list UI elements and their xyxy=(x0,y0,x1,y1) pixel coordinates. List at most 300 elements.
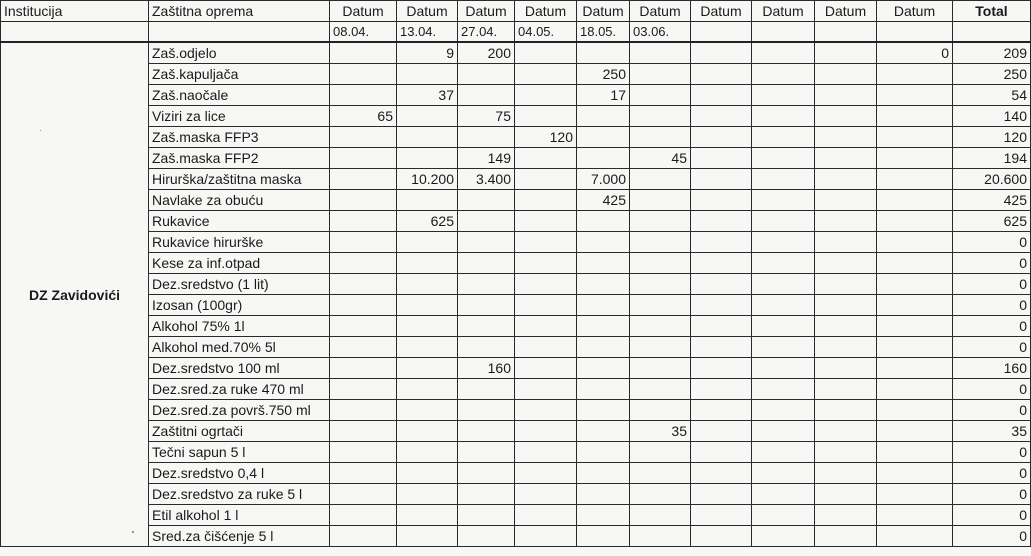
value-cell xyxy=(877,379,953,400)
value-cell xyxy=(577,127,630,148)
value-cell xyxy=(397,463,458,484)
value-cell xyxy=(577,463,630,484)
value-cell: 45 xyxy=(630,148,691,169)
value-cell xyxy=(691,337,752,358)
blank-cell xyxy=(149,22,330,43)
blank-cell xyxy=(953,22,1031,43)
value-cell xyxy=(691,64,752,85)
value-cell xyxy=(691,463,752,484)
value-cell xyxy=(397,190,458,211)
value-cell xyxy=(752,232,815,253)
value-cell xyxy=(458,211,515,232)
value-cell xyxy=(877,211,953,232)
blank-cell xyxy=(1,22,149,43)
date-header: Datum xyxy=(397,1,458,22)
value-cell xyxy=(397,400,458,421)
value-cell xyxy=(515,463,577,484)
value-cell xyxy=(752,169,815,190)
value-cell xyxy=(630,274,691,295)
value-cell xyxy=(815,505,877,526)
date-header: Datum xyxy=(752,1,815,22)
value-cell xyxy=(630,316,691,337)
value-cell xyxy=(752,190,815,211)
date-header: Datum xyxy=(691,1,752,22)
value-cell xyxy=(458,505,515,526)
value-cell xyxy=(815,148,877,169)
value-cell xyxy=(515,295,577,316)
table-row xyxy=(1,106,1031,127)
value-cell xyxy=(330,358,397,379)
item-name: Dez.sredstvo 0,4 l xyxy=(149,463,330,484)
value-cell xyxy=(877,442,953,463)
value-cell: 10.200 xyxy=(397,169,458,190)
table-row xyxy=(1,358,1031,379)
value-cell xyxy=(752,85,815,106)
value-cell xyxy=(330,526,397,547)
value-cell xyxy=(877,358,953,379)
value-cell xyxy=(691,148,752,169)
value-cell xyxy=(630,379,691,400)
value-cell xyxy=(815,232,877,253)
total-cell: 160 xyxy=(953,358,1031,379)
value-cell xyxy=(330,295,397,316)
table-row xyxy=(1,484,1031,505)
table-row xyxy=(1,505,1031,526)
value-cell xyxy=(752,400,815,421)
total-cell: 0 xyxy=(953,316,1031,337)
value-cell xyxy=(458,232,515,253)
value-cell xyxy=(691,505,752,526)
value-cell xyxy=(330,64,397,85)
total-cell: 0 xyxy=(953,274,1031,295)
value-cell xyxy=(330,379,397,400)
value-cell xyxy=(877,169,953,190)
value-cell xyxy=(815,526,877,547)
value-cell xyxy=(397,526,458,547)
item-name: Viziri za lice xyxy=(149,106,330,127)
value-cell xyxy=(397,274,458,295)
table-row xyxy=(1,190,1031,211)
value-cell xyxy=(815,316,877,337)
value-cell xyxy=(630,295,691,316)
value-cell xyxy=(691,379,752,400)
value-cell: 160 xyxy=(458,358,515,379)
table-row xyxy=(1,232,1031,253)
value-cell xyxy=(577,211,630,232)
total-cell: 0 xyxy=(953,337,1031,358)
date-cell: 04.05. xyxy=(515,22,577,43)
value-cell xyxy=(330,169,397,190)
value-cell xyxy=(752,379,815,400)
value-cell: 75 xyxy=(458,106,515,127)
date-header: Datum xyxy=(815,1,877,22)
value-cell xyxy=(815,106,877,127)
value-cell xyxy=(577,337,630,358)
value-cell: 250 xyxy=(577,64,630,85)
value-cell xyxy=(630,253,691,274)
item-name: Sred.za čišćenje 5 l xyxy=(149,526,330,547)
total-cell: 0 xyxy=(953,442,1031,463)
table-row xyxy=(1,442,1031,463)
value-cell xyxy=(458,316,515,337)
total-cell: 140 xyxy=(953,106,1031,127)
value-cell xyxy=(630,106,691,127)
value-cell xyxy=(397,232,458,253)
value-cell xyxy=(815,169,877,190)
value-cell xyxy=(815,274,877,295)
value-cell xyxy=(752,148,815,169)
value-cell xyxy=(691,106,752,127)
value-cell xyxy=(515,379,577,400)
value-cell xyxy=(691,211,752,232)
value-cell xyxy=(397,127,458,148)
value-cell xyxy=(691,484,752,505)
value-cell xyxy=(752,106,815,127)
value-cell: 425 xyxy=(577,190,630,211)
value-cell: 120 xyxy=(515,127,577,148)
date-cell xyxy=(752,22,815,43)
total-cell: 35 xyxy=(953,421,1031,442)
value-cell xyxy=(458,337,515,358)
item-name: Rukavice hirurške xyxy=(149,232,330,253)
item-name: Zaš.naočale xyxy=(149,85,330,106)
value-cell xyxy=(458,463,515,484)
table-row xyxy=(1,295,1031,316)
item-name: Dez.sred.za ruke 470 ml xyxy=(149,379,330,400)
item-name: Dez.sred.za površ.750 ml xyxy=(149,400,330,421)
value-cell xyxy=(330,42,397,64)
value-cell xyxy=(815,400,877,421)
value-cell: 65 xyxy=(330,106,397,127)
value-cell xyxy=(752,64,815,85)
value-cell xyxy=(752,42,815,64)
value-cell xyxy=(630,42,691,64)
value-cell xyxy=(815,484,877,505)
value-cell xyxy=(458,85,515,106)
table-row xyxy=(1,64,1031,85)
value-cell xyxy=(630,526,691,547)
value-cell xyxy=(330,316,397,337)
table-row xyxy=(1,148,1031,169)
value-cell xyxy=(877,127,953,148)
value-cell xyxy=(815,64,877,85)
total-cell: 250 xyxy=(953,64,1031,85)
value-cell xyxy=(877,148,953,169)
value-cell xyxy=(397,64,458,85)
value-cell xyxy=(397,337,458,358)
value-cell xyxy=(691,190,752,211)
institution-header: Institucija xyxy=(1,1,149,22)
value-cell xyxy=(815,295,877,316)
value-cell xyxy=(397,379,458,400)
value-cell xyxy=(630,400,691,421)
value-cell xyxy=(397,316,458,337)
value-cell xyxy=(691,85,752,106)
item-name: Zaštitni ogrtači xyxy=(149,421,330,442)
value-cell xyxy=(630,463,691,484)
value-cell xyxy=(397,148,458,169)
value-cell xyxy=(691,316,752,337)
date-header: Datum xyxy=(330,1,397,22)
value-cell xyxy=(458,484,515,505)
value-cell xyxy=(752,421,815,442)
table-row xyxy=(1,421,1031,442)
value-cell xyxy=(630,64,691,85)
value-cell xyxy=(515,505,577,526)
date-cell: 03.06. xyxy=(630,22,691,43)
total-cell: 194 xyxy=(953,148,1031,169)
value-cell xyxy=(691,421,752,442)
value-cell xyxy=(458,190,515,211)
value-cell xyxy=(630,484,691,505)
value-cell xyxy=(515,400,577,421)
value-cell xyxy=(691,274,752,295)
value-cell xyxy=(330,463,397,484)
value-cell xyxy=(691,127,752,148)
value-cell xyxy=(515,442,577,463)
value-cell xyxy=(877,505,953,526)
value-cell xyxy=(577,232,630,253)
value-cell xyxy=(815,85,877,106)
value-cell xyxy=(815,379,877,400)
value-cell xyxy=(458,379,515,400)
value-cell: 149 xyxy=(458,148,515,169)
total-cell: 625 xyxy=(953,211,1031,232)
value-cell xyxy=(515,253,577,274)
item-name: Etil alkohol 1 l xyxy=(149,505,330,526)
value-cell xyxy=(752,442,815,463)
date-cell: 18.05. xyxy=(577,22,630,43)
date-header: Datum xyxy=(515,1,577,22)
value-cell xyxy=(458,127,515,148)
value-cell xyxy=(577,106,630,127)
item-name: Izosan (100gr) xyxy=(149,295,330,316)
value-cell xyxy=(577,526,630,547)
value-cell xyxy=(577,358,630,379)
total-cell: 54 xyxy=(953,85,1031,106)
item-name: Zaš.maska FFP3 xyxy=(149,127,330,148)
item-name: Alkohol 75% 1l xyxy=(149,316,330,337)
value-cell xyxy=(752,253,815,274)
value-cell xyxy=(691,400,752,421)
item-name: Alkohol med.70% 5l xyxy=(149,337,330,358)
total-cell: 0 xyxy=(953,379,1031,400)
value-cell xyxy=(330,232,397,253)
institution-name: DZ Zavidovići xyxy=(1,42,149,547)
value-cell xyxy=(577,316,630,337)
value-cell xyxy=(630,442,691,463)
value-cell xyxy=(458,295,515,316)
value-cell xyxy=(877,316,953,337)
value-cell xyxy=(630,358,691,379)
value-cell xyxy=(577,274,630,295)
value-cell xyxy=(330,148,397,169)
value-cell: 35 xyxy=(630,421,691,442)
table-row xyxy=(1,526,1031,547)
item-name: Navlake za obuću xyxy=(149,190,330,211)
table-row xyxy=(1,169,1031,190)
value-cell xyxy=(515,337,577,358)
value-cell: 17 xyxy=(577,85,630,106)
value-cell xyxy=(752,337,815,358)
value-cell xyxy=(691,42,752,64)
value-cell xyxy=(752,211,815,232)
value-cell xyxy=(397,295,458,316)
value-cell xyxy=(815,463,877,484)
table-row xyxy=(1,127,1031,148)
value-cell xyxy=(877,232,953,253)
value-cell xyxy=(630,85,691,106)
total-cell: 425 xyxy=(953,190,1031,211)
value-cell xyxy=(815,127,877,148)
date-header: Datum xyxy=(630,1,691,22)
value-cell xyxy=(815,190,877,211)
date-header: Datum xyxy=(577,1,630,22)
value-cell xyxy=(877,64,953,85)
value-cell xyxy=(577,379,630,400)
value-cell: 7.000 xyxy=(577,169,630,190)
value-cell xyxy=(815,337,877,358)
value-cell xyxy=(330,253,397,274)
value-cell xyxy=(691,358,752,379)
date-cell xyxy=(691,22,752,43)
item-name: Rukavice xyxy=(149,211,330,232)
value-cell xyxy=(630,337,691,358)
scan-speck xyxy=(132,531,134,533)
total-cell: 0 xyxy=(953,232,1031,253)
value-cell xyxy=(330,85,397,106)
value-cell xyxy=(577,400,630,421)
value-cell xyxy=(330,127,397,148)
value-cell xyxy=(752,274,815,295)
date-cell xyxy=(877,22,953,43)
value-cell xyxy=(630,169,691,190)
value-cell xyxy=(330,211,397,232)
value-cell xyxy=(815,442,877,463)
value-cell xyxy=(577,442,630,463)
value-cell xyxy=(515,106,577,127)
value-cell xyxy=(877,295,953,316)
value-cell xyxy=(330,442,397,463)
total-cell: 0 xyxy=(953,295,1031,316)
scan-speck xyxy=(40,130,41,131)
equipment-header: Zaštitna oprema xyxy=(149,1,330,22)
table-row xyxy=(1,463,1031,484)
item-name: Kese za inf.otpad xyxy=(149,253,330,274)
header-row xyxy=(1,1,1031,22)
total-cell: 0 xyxy=(953,526,1031,547)
value-cell xyxy=(515,42,577,64)
date-cell: 13.04. xyxy=(397,22,458,43)
value-cell xyxy=(815,421,877,442)
value-cell xyxy=(515,526,577,547)
value-cell: 625 xyxy=(397,211,458,232)
value-cell xyxy=(330,421,397,442)
value-cell xyxy=(752,484,815,505)
table-row xyxy=(1,211,1031,232)
value-cell xyxy=(630,505,691,526)
value-cell xyxy=(752,463,815,484)
value-cell xyxy=(877,526,953,547)
value-cell xyxy=(458,253,515,274)
value-cell xyxy=(458,526,515,547)
value-cell xyxy=(877,190,953,211)
value-cell xyxy=(515,169,577,190)
value-cell xyxy=(515,85,577,106)
value-cell xyxy=(691,253,752,274)
table-row xyxy=(1,274,1031,295)
total-cell: 0 xyxy=(953,463,1031,484)
value-cell xyxy=(630,232,691,253)
value-cell xyxy=(752,127,815,148)
value-cell xyxy=(330,505,397,526)
value-cell xyxy=(458,400,515,421)
item-name: Tečni sapun 5 l xyxy=(149,442,330,463)
value-cell xyxy=(515,190,577,211)
value-cell xyxy=(397,484,458,505)
item-name: Dez.sredstvo 100 ml xyxy=(149,358,330,379)
total-header: Total xyxy=(953,1,1031,22)
value-cell xyxy=(397,106,458,127)
value-cell xyxy=(458,442,515,463)
value-cell xyxy=(458,64,515,85)
value-cell xyxy=(752,526,815,547)
value-cell xyxy=(630,190,691,211)
item-name: Zaš.kapuljača xyxy=(149,64,330,85)
value-cell xyxy=(330,400,397,421)
value-cell xyxy=(515,64,577,85)
value-cell xyxy=(815,253,877,274)
value-cell xyxy=(877,106,953,127)
total-cell: 120 xyxy=(953,127,1031,148)
table-row xyxy=(1,337,1031,358)
total-cell: 20.600 xyxy=(953,169,1031,190)
value-cell xyxy=(877,85,953,106)
date-cell: 08.04. xyxy=(330,22,397,43)
total-cell: 0 xyxy=(953,505,1031,526)
value-cell: 3.400 xyxy=(458,169,515,190)
value-cell xyxy=(458,421,515,442)
table-row xyxy=(1,316,1031,337)
value-cell xyxy=(752,295,815,316)
total-cell: 0 xyxy=(953,253,1031,274)
value-cell xyxy=(815,358,877,379)
value-cell xyxy=(630,127,691,148)
value-cell xyxy=(691,232,752,253)
value-cell xyxy=(877,274,953,295)
table-row xyxy=(1,400,1031,421)
value-cell xyxy=(877,253,953,274)
value-cell xyxy=(397,358,458,379)
total-cell: 0 xyxy=(953,400,1031,421)
value-cell xyxy=(877,421,953,442)
value-cell xyxy=(577,421,630,442)
value-cell xyxy=(515,148,577,169)
table-row xyxy=(1,253,1031,274)
value-cell xyxy=(397,505,458,526)
value-cell xyxy=(397,421,458,442)
value-cell xyxy=(515,484,577,505)
value-cell xyxy=(458,274,515,295)
value-cell xyxy=(877,484,953,505)
value-cell: 0 xyxy=(877,42,953,64)
value-cell xyxy=(515,421,577,442)
value-cell xyxy=(515,232,577,253)
total-cell: 209 xyxy=(953,42,1031,64)
item-name: Hirurška/zaštitna maska xyxy=(149,169,330,190)
item-name: Dez.sredstvo (1 lit) xyxy=(149,274,330,295)
date-header: Datum xyxy=(877,1,953,22)
